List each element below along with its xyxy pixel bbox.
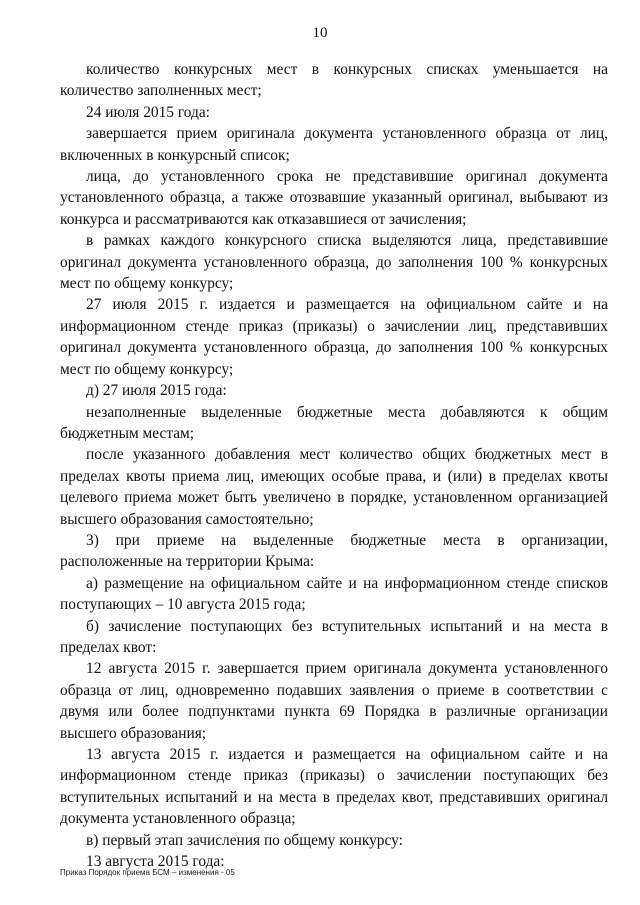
page-number: 10 [312, 25, 328, 41]
footer-note: Приказ Порядок приема БСМ – изменения - 05 [60, 868, 235, 877]
paragraph: 24 июля 2015 года: [86, 103, 210, 121]
paragraph: 12 августа 2015 г. завершается прием оригинала документа установленного образца от лиц, одновременно подавших заявления о приеме в соответствии с двумя или более подпунктами пункта 69 Порядка в различные организации высшего образования; [60, 660, 608, 742]
paragraph: лица, до установленного срока не представившие оригинал документа установленного образца, а также отозвавшие указанный оригинал, выбывают из конкурса и рассматриваются как отказавшиеся от зачисления; [60, 168, 608, 228]
paragraph: 13 августа 2015 года: [86, 853, 225, 871]
paragraph: в) первый этап зачисления по общему конкурсу: [86, 831, 403, 849]
paragraph: д) 27 июля 2015 года: [86, 382, 227, 400]
paragraph: завершается прием оригинала документа установленного образца от лиц, включенных в конкурсный список; [60, 125, 608, 164]
paragraph: 3) при приеме на выделенные бюджетные места в организации, расположенные на территории Крыма: [60, 531, 608, 571]
paragraph: после указанного добавления мест количество общих бюджетных мест в пределах квоты приема лиц, имеющих особые права, и (или) в пределах квоты целевого приема может быть увеличено в порядке, установленном организацией высшего образования самостоятельно; [60, 446, 608, 528]
paragraph: б) зачисление поступающих без вступительных испытаний и на места в пределах квот: [60, 617, 608, 656]
paragraph: 13 августа 2015 г. издается и размещается на официальном сайте и на информационном стенде приказ (приказы) о зачислении поступающих без вступительных испытаний и на места в пределах квот, представивших оригинал документа установленного образца; [60, 746, 608, 828]
paragraph: 27 июля 2015 г. издается и размещается на официальном сайте и на информационном стенде приказ (приказы) о зачислении лиц, представивших оригинал документа установленного образца, до заполнения 100 % конкурсных мест по общему конкурсу; [60, 296, 608, 378]
paragraph: в рамках каждого конкурсного списка выделяются лица, представившие оригинал документа установленного образца, до заполнения 100 % конкурсных мест по общему конкурсу; [60, 232, 608, 293]
document-body [60, 59, 608, 872]
paragraph: количество конкурсных мест в конкурсных списках уменьшается на количество заполненных мест; [60, 61, 608, 100]
paragraph: а) размещение на официальном сайте и на информационном стенде списков поступающих – 10 августа 2015 года; [60, 574, 608, 614]
paragraph: незаполненные выделенные бюджетные места добавляются к общим бюджетным местам; [60, 403, 608, 442]
